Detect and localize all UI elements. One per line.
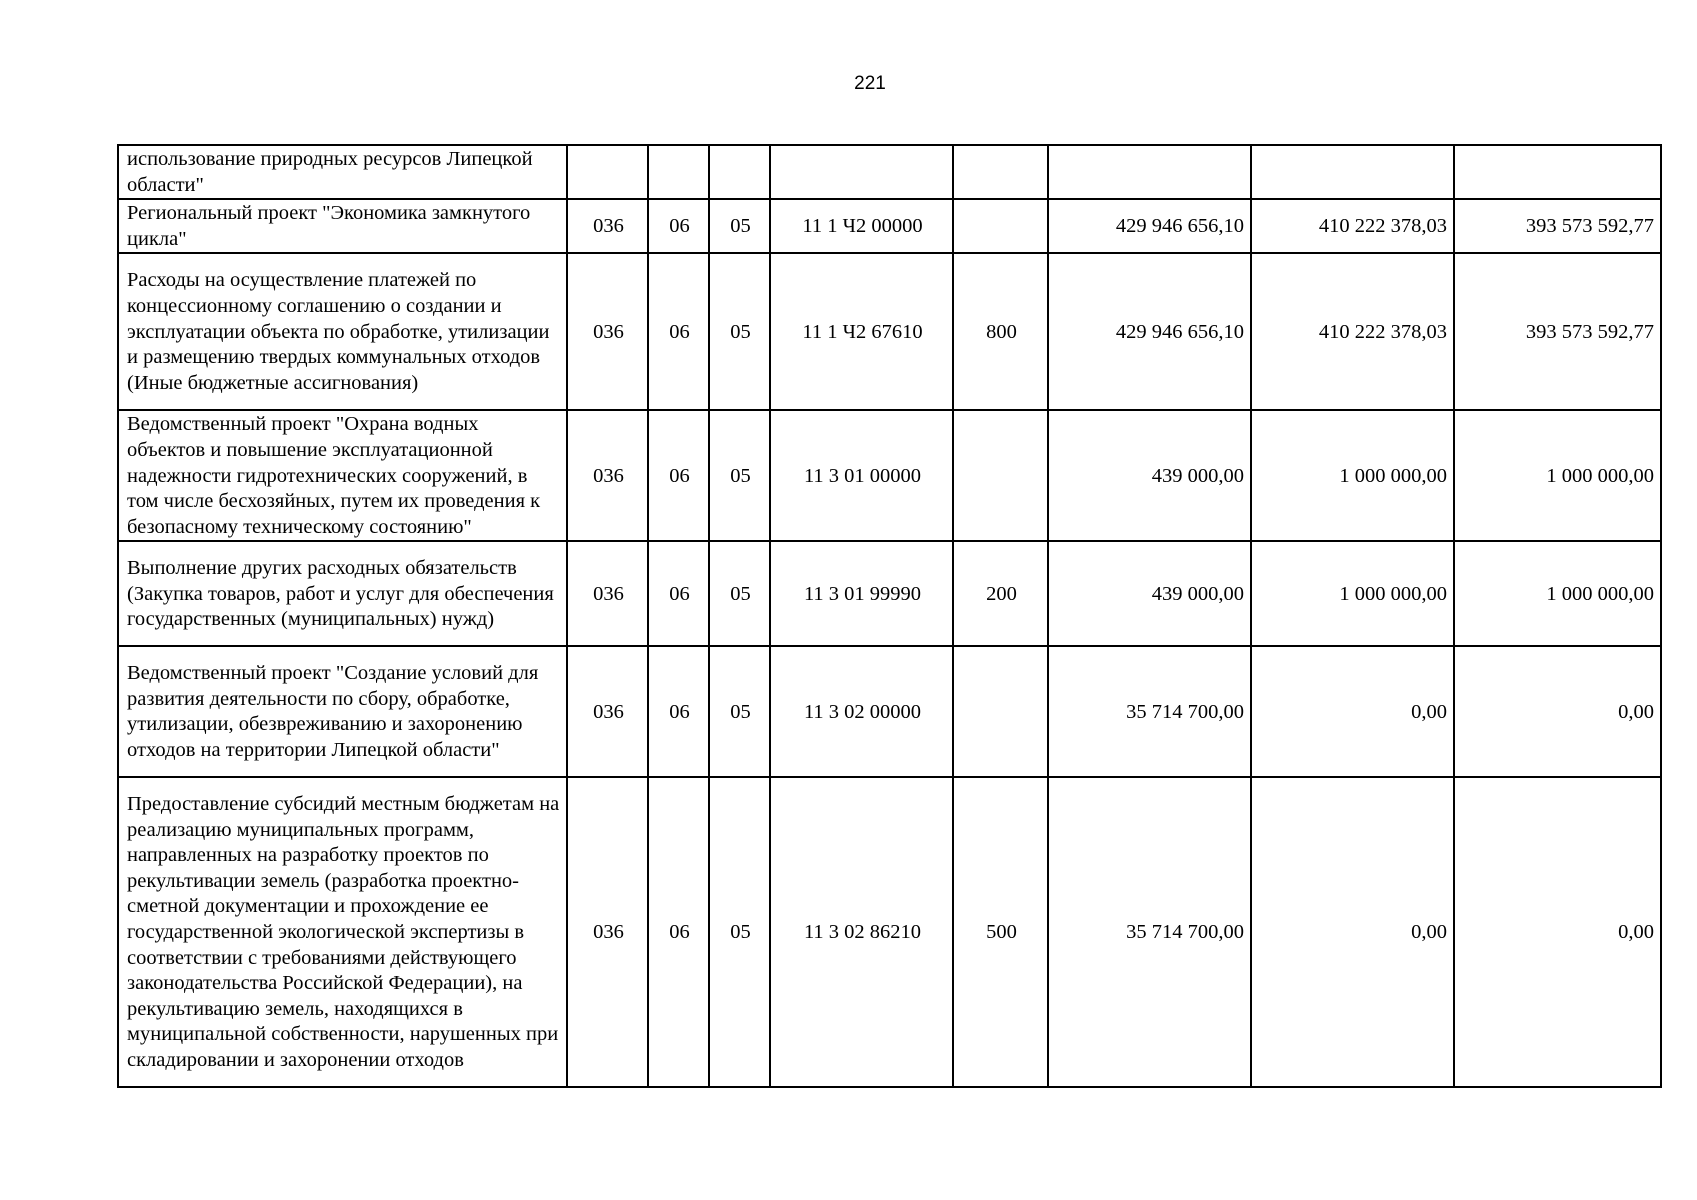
row-amount-3-cell: 393 573 592,77 (1454, 199, 1661, 253)
row-section-cell: 06 (648, 646, 709, 777)
row-amount-1-cell (1048, 145, 1251, 199)
table-row (118, 253, 1661, 410)
row-amount-3-cell (1454, 145, 1661, 199)
row-amount-1-cell: 35 714 700,00 (1048, 777, 1251, 1087)
row-subsection-cell: 05 (709, 541, 770, 646)
row-name-cell: Ведомственный проект "Охрана водных объектов и повышение эксплуатационной надежности гидротехнических сооружений, в том числе бесхозяйных, путем их проведения к безопасному техническому состоянию" (118, 410, 567, 541)
row-amount-1-cell: 439 000,00 (1048, 541, 1251, 646)
row-name-cell: Выполнение других расходных обязательств (Закупка товаров, работ и услуг для обеспечения государственных (муниципальных) нужд) (118, 541, 567, 646)
row-amount-2-cell: 1 000 000,00 (1251, 541, 1454, 646)
row-expense-type-cell (953, 199, 1048, 253)
row-amount-3-cell: 0,00 (1454, 646, 1661, 777)
row-target-article-cell: 11 1 Ч2 00000 (770, 199, 953, 253)
row-amount-3-cell: 393 573 592,77 (1454, 253, 1661, 410)
row-target-article-cell: 11 3 02 86210 (770, 777, 953, 1087)
row-target-article-cell: 11 1 Ч2 67610 (770, 253, 953, 410)
row-name-cell: использование природных ресурсов Липецкой области" (118, 145, 567, 199)
row-amount-3-cell: 1 000 000,00 (1454, 541, 1661, 646)
row-amount-2-cell (1251, 145, 1454, 199)
row-subsection-cell: 05 (709, 646, 770, 777)
table-row (118, 646, 1661, 777)
row-amount-3-cell: 1 000 000,00 (1454, 410, 1661, 541)
row-grbs-cell: 036 (567, 646, 648, 777)
row-name-cell: Ведомственный проект "Создание условий для развития деятельности по сбору, обработке, утилизации, обезвреживанию и захоронению отходов на территории Липецкой области" (118, 646, 567, 777)
row-amount-2-cell: 0,00 (1251, 646, 1454, 777)
row-grbs-cell (567, 145, 648, 199)
row-subsection-cell: 05 (709, 199, 770, 253)
row-target-article-cell (770, 145, 953, 199)
row-subsection-cell: 05 (709, 410, 770, 541)
row-amount-1-cell: 439 000,00 (1048, 410, 1251, 541)
row-expense-type-cell: 800 (953, 253, 1048, 410)
row-amount-2-cell: 410 222 378,03 (1251, 253, 1454, 410)
table-row (118, 145, 1661, 199)
row-expense-type-cell (953, 646, 1048, 777)
row-expense-type-cell: 200 (953, 541, 1048, 646)
row-grbs-cell: 036 (567, 777, 648, 1087)
row-subsection-cell: 05 (709, 777, 770, 1087)
row-grbs-cell: 036 (567, 410, 648, 541)
row-grbs-cell: 036 (567, 541, 648, 646)
table-row (118, 410, 1661, 541)
row-name-cell: Предоставление субсидий местным бюджетам на реализацию муниципальных программ, направленных на разработку проектов по рекультивации земель (разработка проектно-сметной документации и прохождение ее государственной экологической экспертизы в соответствии с требованиями действующего законодательства Российской Федерации), на рекультивацию земель, находящихся в муниципальной собственности, нарушенных при складировании и захоронении отходов (118, 777, 567, 1087)
row-expense-type-cell (953, 145, 1048, 199)
row-expense-type-cell: 500 (953, 777, 1048, 1087)
row-subsection-cell (709, 145, 770, 199)
row-expense-type-cell (953, 410, 1048, 541)
row-section-cell: 06 (648, 253, 709, 410)
row-target-article-cell: 11 3 01 99990 (770, 541, 953, 646)
table-body (118, 145, 1661, 1087)
row-section-cell: 06 (648, 199, 709, 253)
row-target-article-cell: 11 3 01 00000 (770, 410, 953, 541)
budget-table (117, 144, 1662, 1088)
row-name-cell: Региональный проект "Экономика замкнутого цикла" (118, 199, 567, 253)
row-amount-1-cell: 429 946 656,10 (1048, 199, 1251, 253)
row-subsection-cell: 05 (709, 253, 770, 410)
row-section-cell (648, 145, 709, 199)
table-row (118, 199, 1661, 253)
row-amount-1-cell: 429 946 656,10 (1048, 253, 1251, 410)
row-grbs-cell: 036 (567, 253, 648, 410)
row-amount-2-cell: 410 222 378,03 (1251, 199, 1454, 253)
row-section-cell: 06 (648, 541, 709, 646)
row-amount-3-cell: 0,00 (1454, 777, 1661, 1087)
row-name-cell: Расходы на осуществление платежей по концессионному соглашению о создании и эксплуатации объекта по обработке, утилизации и размещению твердых коммунальных отходов (Иные бюджетные ассигнования) (118, 253, 567, 410)
row-section-cell: 06 (648, 777, 709, 1087)
table-row (118, 541, 1661, 646)
row-target-article-cell: 11 3 02 00000 (770, 646, 953, 777)
row-grbs-cell: 036 (567, 199, 648, 253)
table-row (118, 777, 1661, 1087)
row-amount-1-cell: 35 714 700,00 (1048, 646, 1251, 777)
row-section-cell: 06 (648, 410, 709, 541)
row-amount-2-cell: 0,00 (1251, 777, 1454, 1087)
row-amount-2-cell: 1 000 000,00 (1251, 410, 1454, 541)
page-number: 221 (854, 73, 886, 94)
